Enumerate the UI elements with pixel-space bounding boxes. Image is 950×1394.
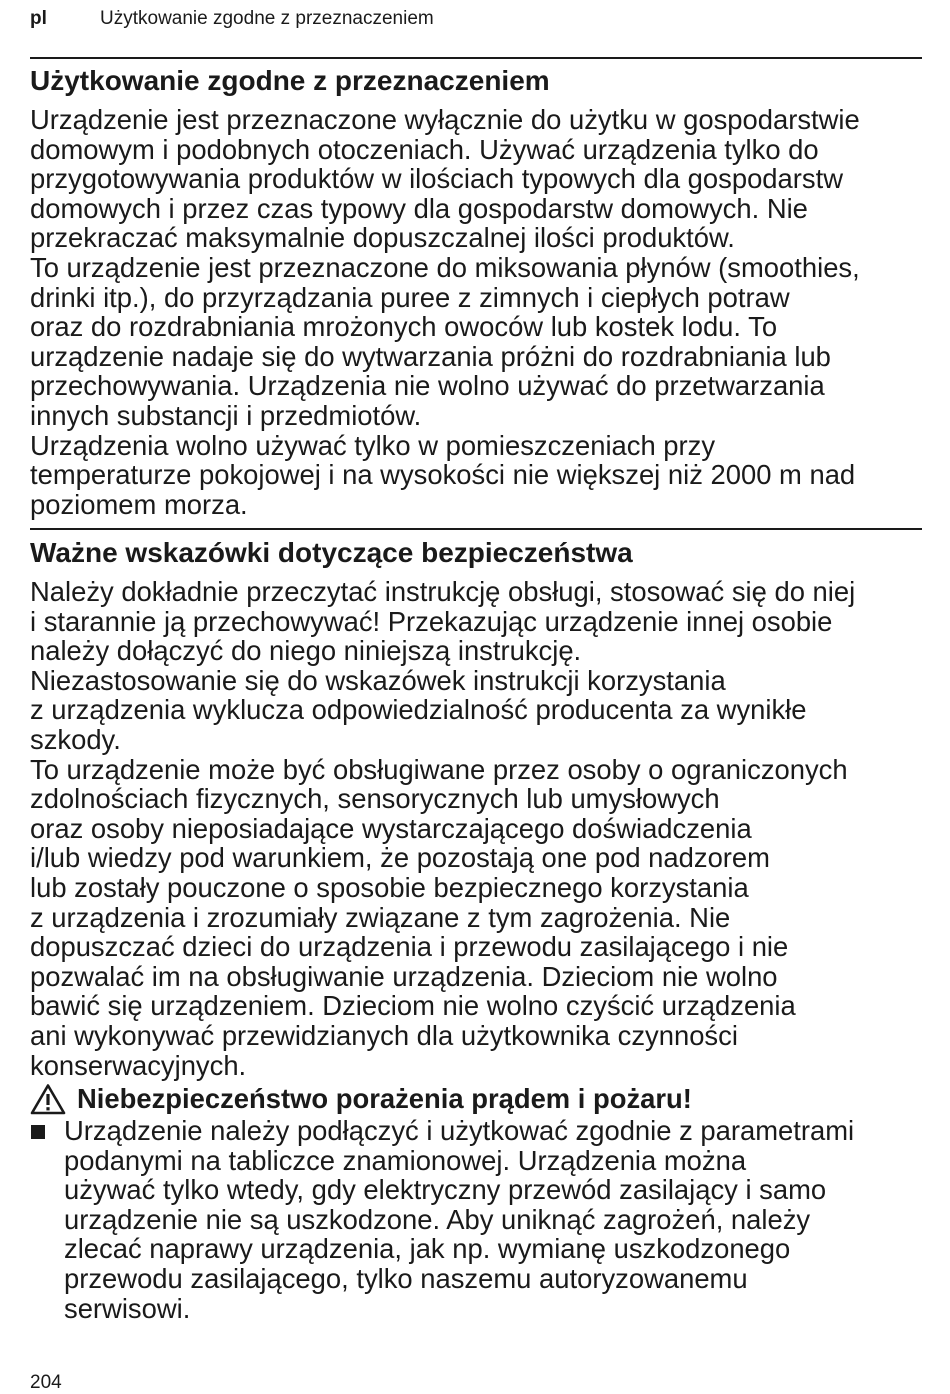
- text-line: Urządzenia wolno używać tylko w pomieszczeniach przy: [30, 429, 716, 461]
- text-line: temperaturze pokojowej i na wysokości nie większej niż 2000 m nad: [30, 459, 856, 491]
- text-line: domowym i podobnych otoczeniach. Używać urządzenia tylko do: [30, 133, 819, 165]
- warning-heading: [30, 1082, 922, 1118]
- warning-triangle-icon: [30, 1083, 66, 1115]
- text-line: domowych i przez czas typowy dla gospodarstw domowych. Nie: [30, 192, 808, 224]
- page-number: 204: [30, 1372, 62, 1393]
- section-divider: [30, 528, 922, 530]
- section-divider: [30, 57, 922, 59]
- text-line: z urządzenia wyklucza odpowiedzialność producenta za wynikłe: [30, 694, 807, 726]
- text-line: urządzenie nie są uszkodzone. Aby uniknąć zagrożeń, należy: [64, 1203, 811, 1235]
- text-line: konserwacyjnych.: [30, 1049, 247, 1081]
- text-line: pozwalać im na obsługiwanie urządzenia. Dzieciom nie wolno: [30, 960, 778, 992]
- text-line: Należy dokładnie przeczytać instrukcję obsługi, stosować się do niej: [30, 576, 856, 607]
- text-line: urządzenie nadaje się do wytwarzania próżni do rozdrabniania lub: [30, 340, 831, 372]
- text-line: i/lub wiedzy pod warunkiem, że pozostają one pod nadzorem: [30, 842, 770, 874]
- text-line: dopuszczać dzieci do urządzenia i przewodu zasilającego i nie: [30, 931, 789, 963]
- text-line: przewodu zasilającego, tylko naszemu autoryzowanemu: [64, 1262, 748, 1294]
- text-line: zdolnościach fizycznych, sensorycznych lub umysłowych: [30, 783, 720, 815]
- text-line: z urządzenia i zrozumiały związane z tym zagrożenia. Nie: [30, 901, 731, 933]
- text-line: używać tylko wtedy, gdy elektryczny przewód zasilający i samo: [64, 1174, 827, 1206]
- text-line: drinki itp.), do przyrządzania puree z zimnych i ciepłych potraw: [30, 281, 790, 313]
- text-line: i starannie ją przechowywać! Przekazując urządzenie innej osobie: [30, 605, 833, 637]
- page-header: [30, 6, 920, 36]
- text-line: podanymi na tabliczce znamionowej. Urządzenia można: [64, 1144, 747, 1176]
- text-line: bawić się urządzeniem. Dzieciom nie wolno czyścić urządzenia: [30, 990, 796, 1022]
- text-line: To urządzenie jest przeznaczone do miksowania płynów (smoothies,: [30, 251, 860, 283]
- text-line: ani wykonywać przewidzianych dla użytkownika czynności: [30, 1019, 738, 1051]
- warning-label: Niebezpieczeństwo porażenia prądem i pożaru!: [77, 1083, 692, 1114]
- section-title-safety: Ważne wskazówki dotyczące bezpieczeństwa: [30, 537, 633, 568]
- text-line: zlecać naprawy urządzenia, jak np. wymianę uszkodzonego: [64, 1233, 791, 1265]
- text-line: przekraczać maksymalnie dopuszczalnej ilości produktów.: [30, 222, 735, 254]
- text-line: Niezastosowanie się do wskazówek instrukcji korzystania: [30, 664, 726, 696]
- section-title-intended-use: Użytkowanie zgodne z przeznaczeniem: [30, 65, 550, 96]
- text-line: Urządzenie jest przeznaczone wyłącznie do użytku w gospodarstwie: [30, 104, 860, 135]
- text-line: oraz osoby nieposiadające wystarczającego doświadczenia: [30, 812, 752, 844]
- text-line: przygotowywania produktów w ilościach typowych dla gospodarstw: [30, 163, 843, 195]
- intended-use-text: [30, 105, 924, 519]
- square-bullet-icon: [31, 1125, 45, 1139]
- language-code: pl: [30, 8, 47, 29]
- text-line: To urządzenie może być obsługiwane przez osoby o ograniczonych: [30, 753, 848, 785]
- text-line: oraz do rozdrabniania mrożonych owoców lub kostek lodu. To: [30, 311, 778, 343]
- text-line: innych substancji i przedmiotów.: [30, 399, 422, 431]
- running-title: Użytkowanie zgodne z przeznaczeniem: [100, 8, 434, 29]
- safety-text: [30, 577, 924, 1080]
- text-line: Urządzenie należy podłączyć i użytkować zgodnie z parametrami: [64, 1115, 855, 1146]
- bullet-text: [64, 1116, 924, 1323]
- text-line: szkody.: [30, 723, 121, 755]
- text-line: należy dołączyć do niego niniejszą instrukcję.: [30, 635, 582, 667]
- text-line: poziomem morza.: [30, 488, 248, 520]
- text-line: lub zostały pouczone o sposobie bezpiecznego korzystania: [30, 871, 749, 903]
- text-line: przechowywania. Urządzenia nie wolno używać do przetwarzania: [30, 370, 825, 402]
- text-line: serwisowi.: [64, 1292, 191, 1324]
